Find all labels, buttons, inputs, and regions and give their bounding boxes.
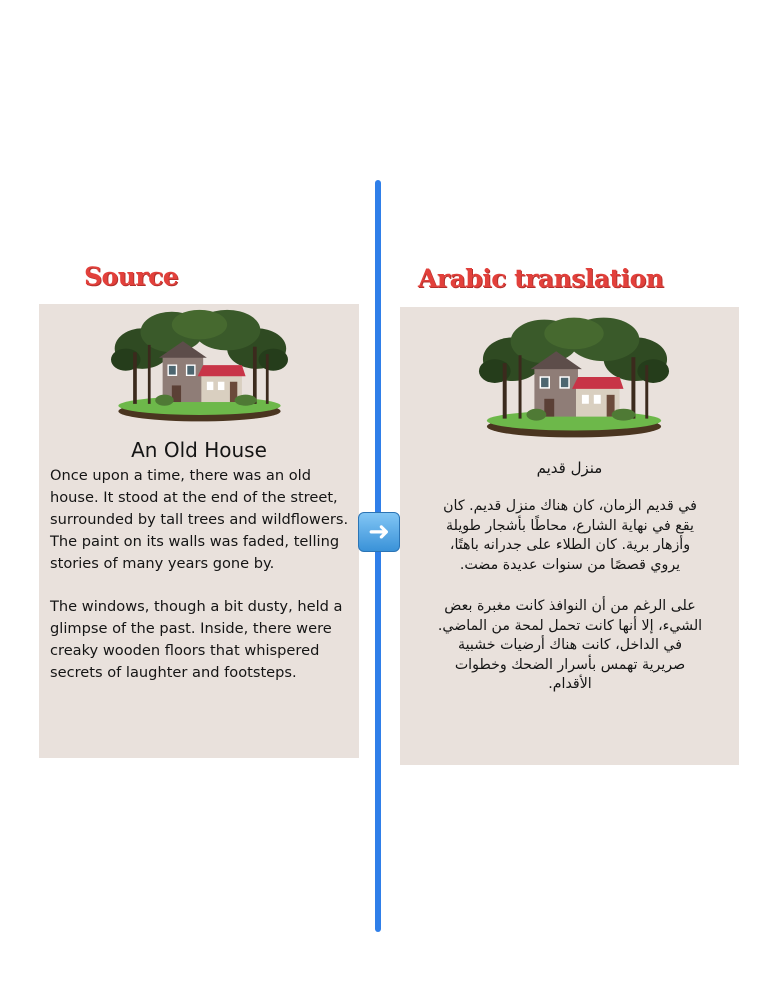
translated-title: منزل قديم: [536, 459, 603, 477]
source-paragraph: The windows, though a bit dusty, held a glimpse of the past. Inside, there were creaky wooden floors that whispered secrets of laughter and footsteps.: [50, 598, 343, 681]
translated-text: [435, 497, 705, 717]
source-paragraph: Once upon a time, there was an old house. It stood at the end of the street, surrounded by tall trees and wildflowers. The paint on its walls was faded, telling stories of many years gone by.: [50, 467, 349, 572]
old-house-illustration: [475, 313, 673, 445]
right-arrow-icon: ➜: [358, 512, 400, 552]
vertical-divider: [375, 180, 381, 932]
story-title: An Old House: [131, 438, 267, 462]
source-card: [39, 304, 359, 758]
source-text: [50, 465, 356, 705]
source-heading: Source: [84, 262, 179, 291]
translated-paragraph: على الرغم من أن النوافذ كانت مغبرة بعض الشيء، إلا أنها كانت تحمل لمحة من الماضي. في الداخل، كانت هناك أرضيات خشبية صريرية تهمس بأسرار الضحك وخطوات الأقدام.: [437, 598, 703, 692]
translated-paragraph: في قديم الزمان، كان هناك منزل قديم. كان يقع في نهاية الشارع، محاطًا بأشجار طويلة وأزهار برية. كان الطلاء على جدرانه باهتًا، يروي قصصًا من سنوات عديدة مضت.: [443, 498, 697, 573]
translation-card: [400, 307, 739, 765]
old-house-illustration: [107, 308, 292, 426]
translation-heading: Arabic translation: [418, 264, 664, 293]
